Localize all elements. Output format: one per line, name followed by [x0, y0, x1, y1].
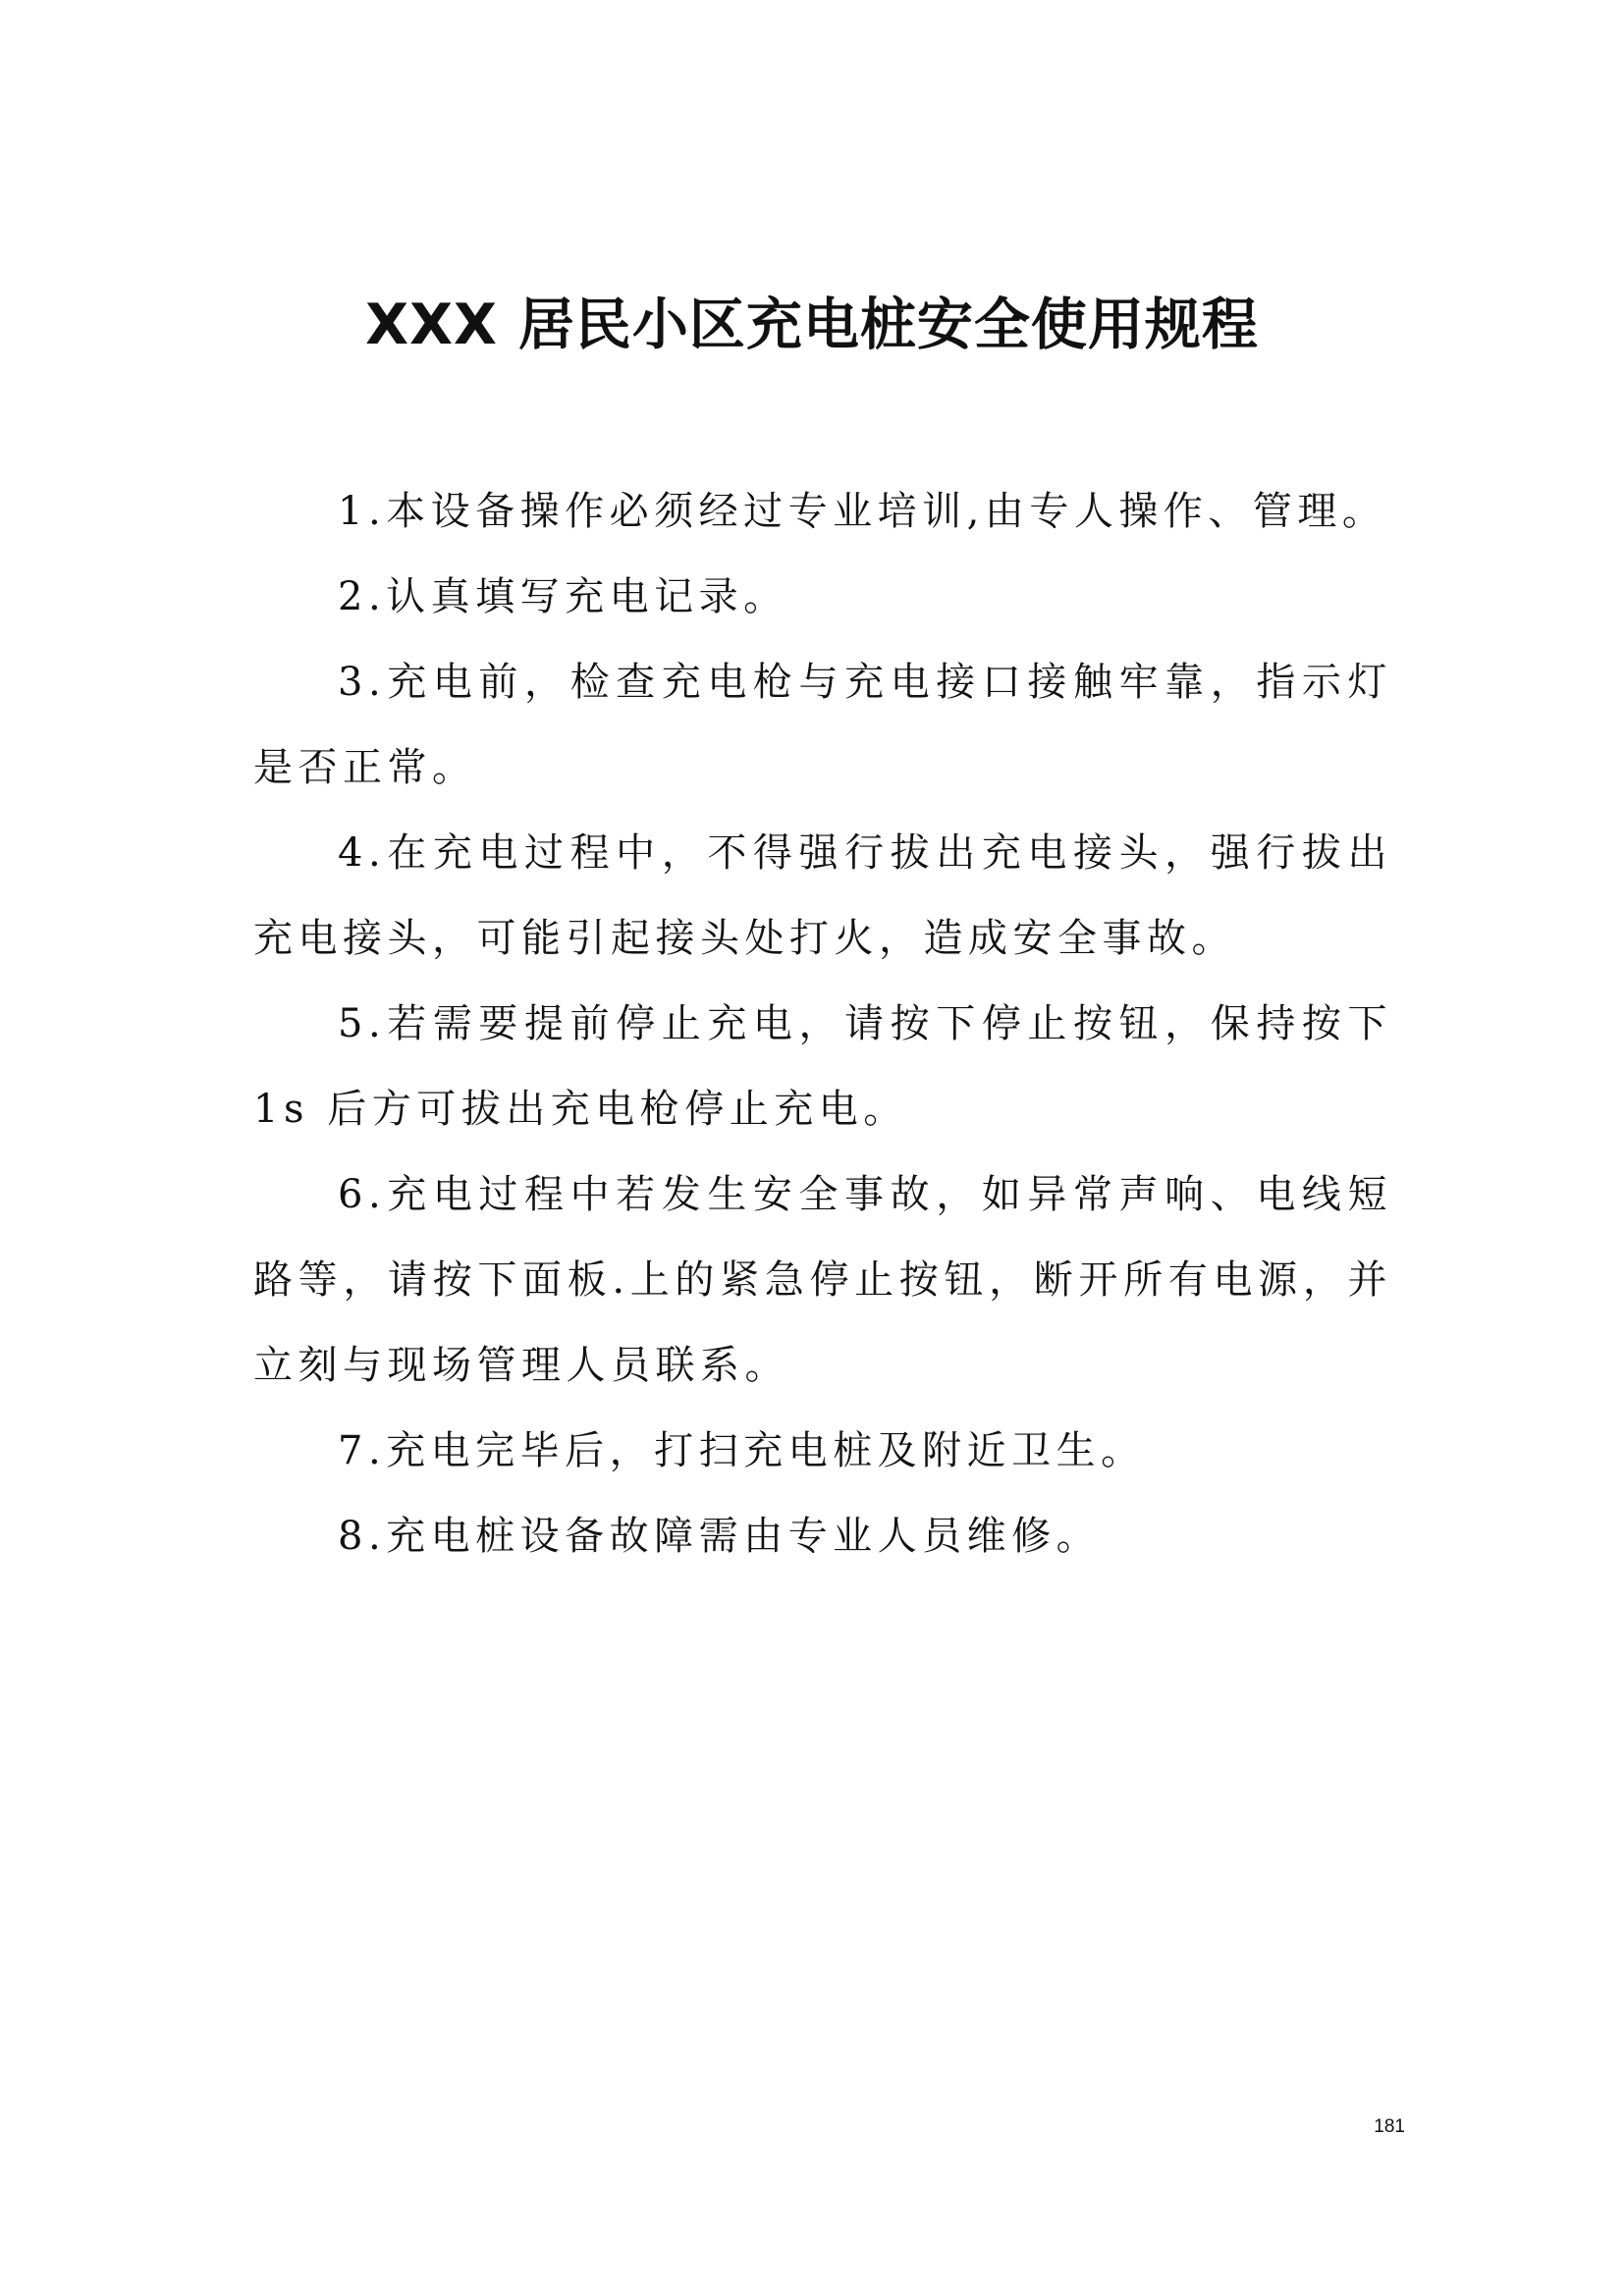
rule-item-8: 8.充电桩设备故障需由专业人员维修。 — [338, 1514, 1102, 1559]
rule-item-5: 5.若需要提前停止充电，请按下停止按钮，保持按下 1s 后方可拔出充电枪停止充电。 — [253, 1001, 1392, 1132]
rule-item-2: 2.认真填写充电记录。 — [338, 574, 788, 619]
rule-item-7: 7.充电完毕后，打扫充电桩及附近卫生。 — [338, 1428, 1146, 1473]
rule-item-1: 1.本设备操作必须经过专业培训,由专人操作、管理。 — [338, 489, 1387, 534]
rule-item-3: 3.充电前，检查充电枪与充电接口接触牢靠，指示灯是否正常。 — [253, 660, 1392, 790]
document-title: XXX 居民小区充电桩安全使用规程 — [365, 293, 1259, 357]
page-number: 181 — [1374, 2116, 1405, 2137]
rule-item-4: 4.在充电过程中，不得强行拔出充电接头，强行拔出充电接头，可能引起接头处打火，造成安全事故。 — [253, 830, 1392, 961]
rules-list — [253, 469, 1392, 1579]
rule-item-6: 6.充电过程中若发生安全事故，如异常声响、电线短路等，请按下面板.上的紧急停止按钮，断开所有电源，并立刻与现场管理人员联系。 — [253, 1172, 1392, 1388]
